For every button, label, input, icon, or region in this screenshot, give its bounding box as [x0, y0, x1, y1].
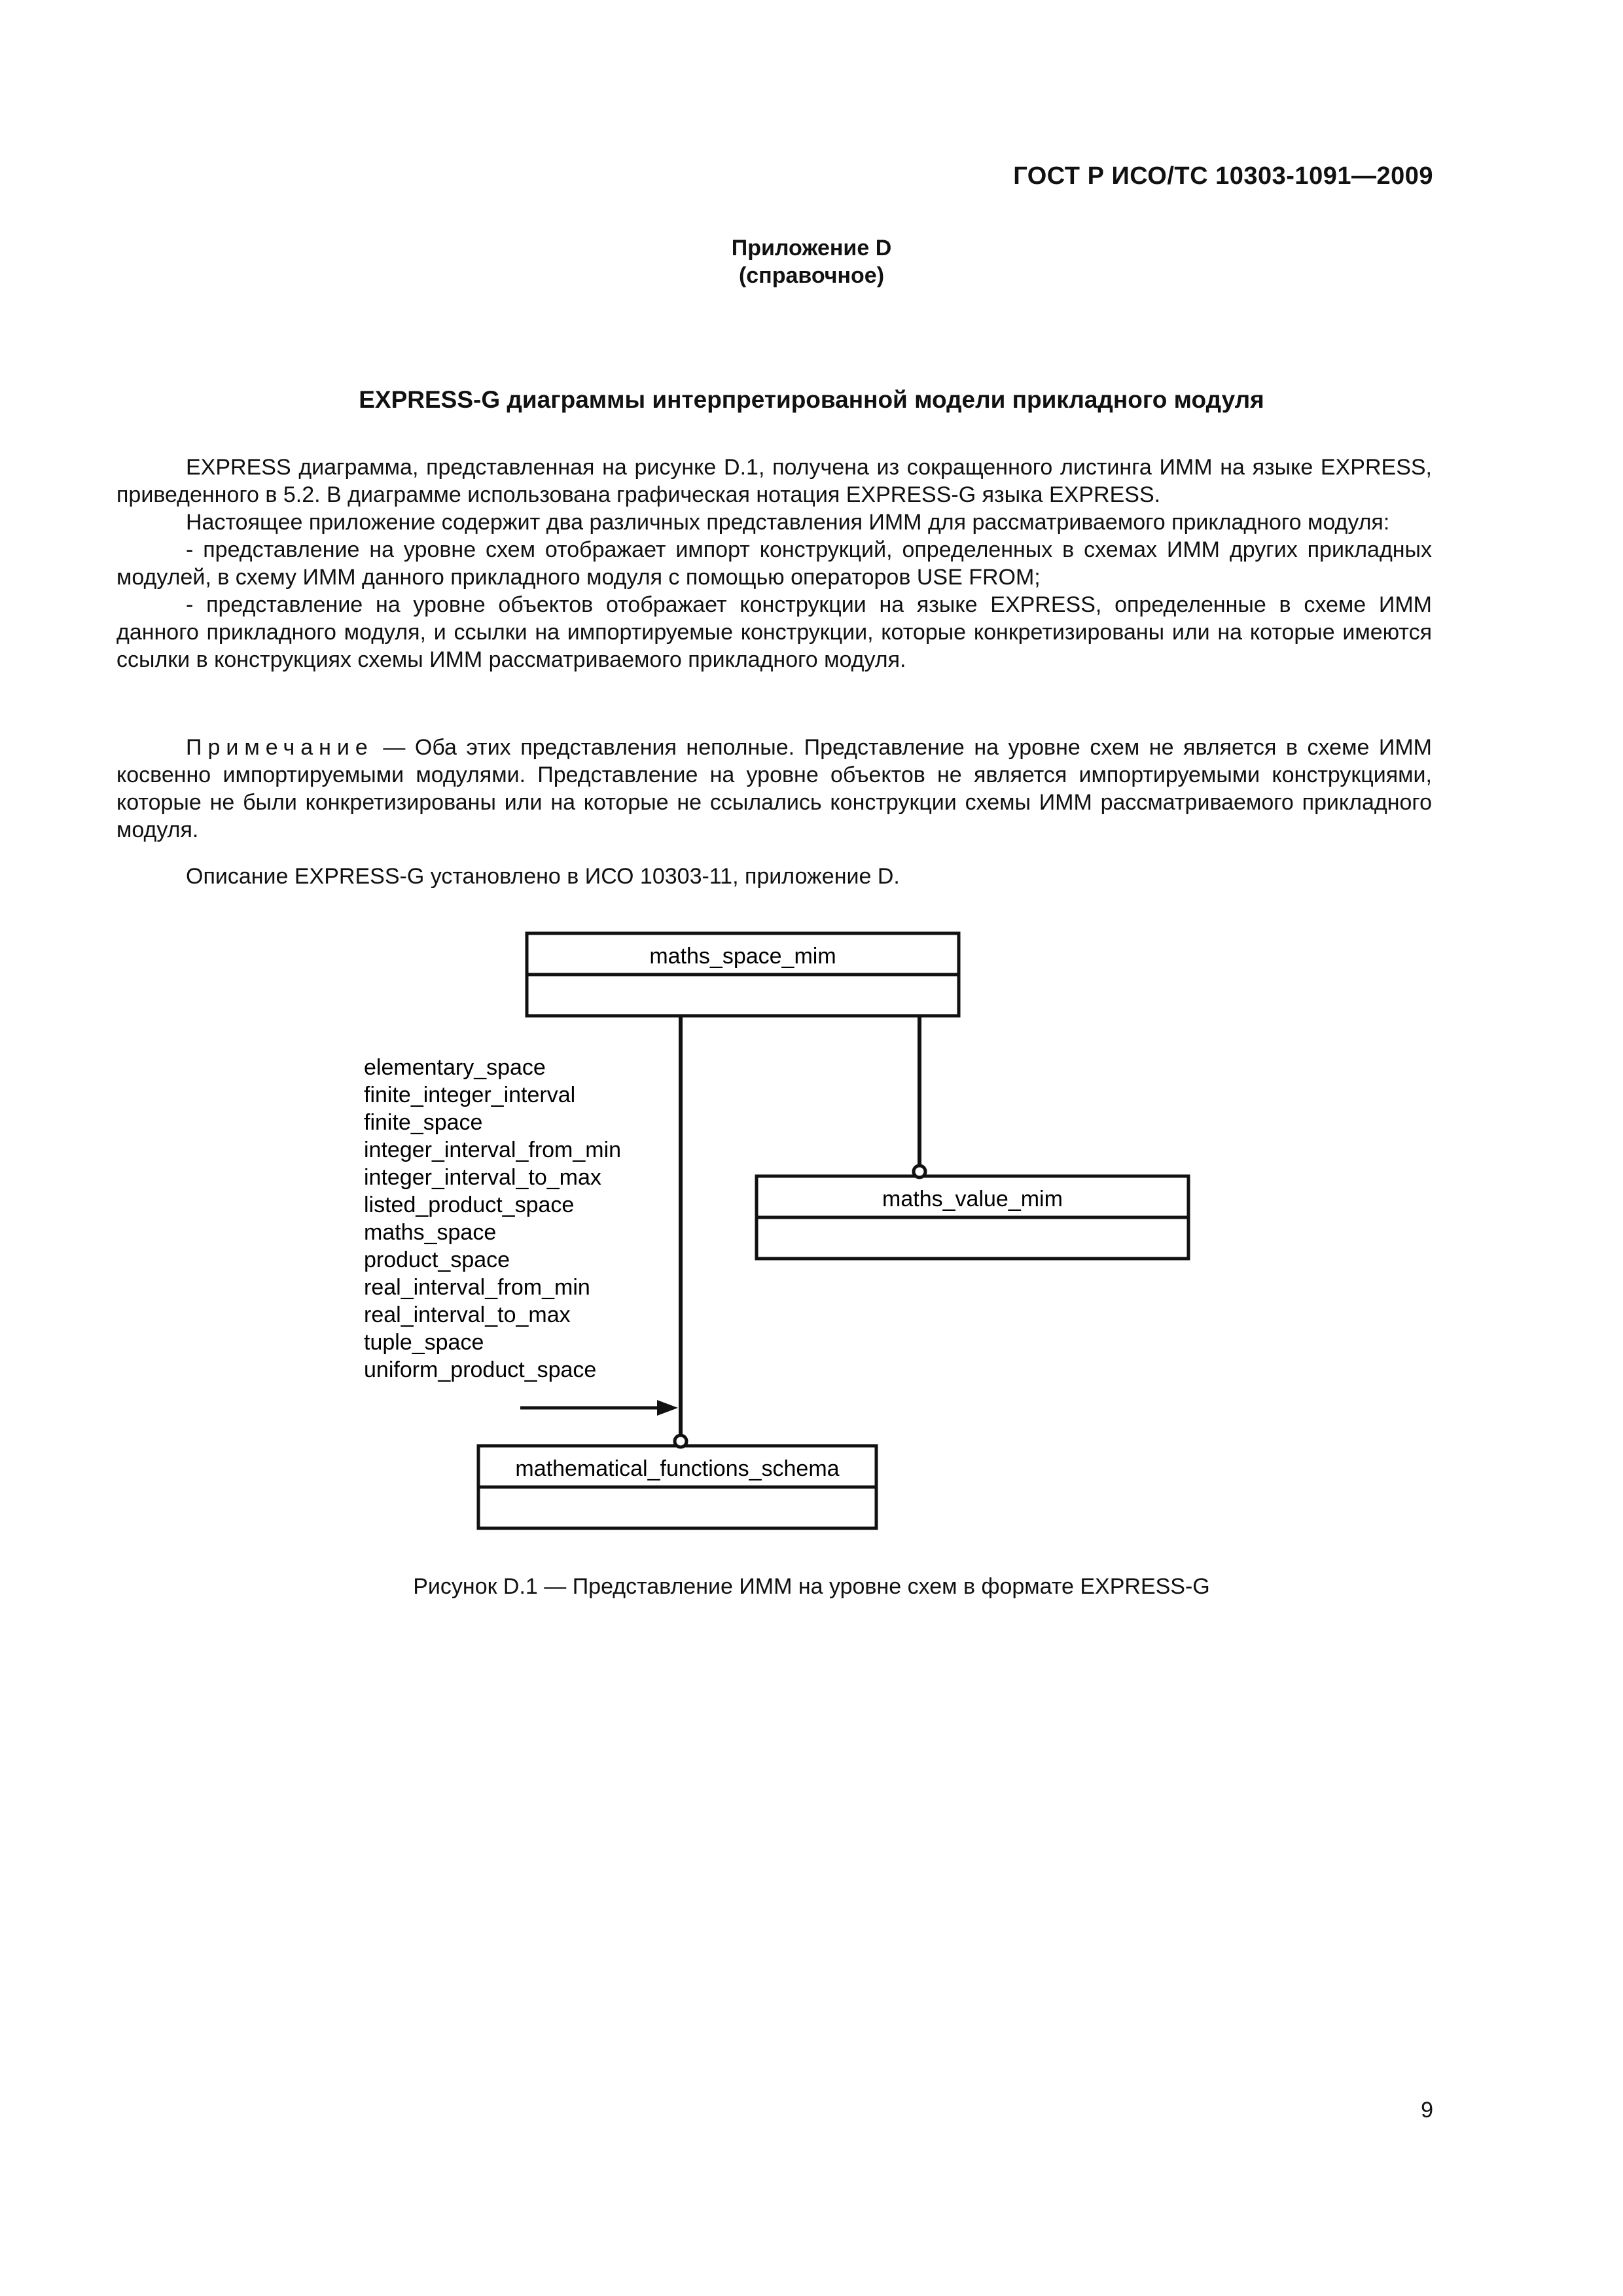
page-number: 9: [1421, 2098, 1433, 2123]
schema-box-right: [757, 1176, 1188, 1259]
schema-label-bottom: mathematical_functions_schema: [515, 1456, 840, 1481]
imported-item: integer_interval_from_min: [364, 1138, 622, 1162]
imported-item: real_interval_from_min: [364, 1275, 590, 1300]
imported-item: maths_space: [364, 1220, 497, 1245]
imported-item: finite_integer_interval: [364, 1083, 576, 1107]
paragraph: Настоящее приложение содержит два различных представления ИММ для рассматриваемого прикладного модуля:: [186, 510, 1390, 535]
section-title: EXPRESS-G диаграммы интерпретированной модели прикладного модуля: [359, 386, 1264, 413]
imported-item: tuple_space: [364, 1330, 484, 1355]
schema-box-top: [527, 933, 959, 1016]
connector-top-right: [914, 1016, 925, 1177]
appendix-subtitle: (справочное): [738, 263, 885, 288]
schema-label-right: maths_value_mim: [882, 1187, 1063, 1211]
reference-text: Описание EXPRESS-G установлено в ИСО 10303-11, приложение D.: [186, 864, 900, 889]
paragraph: - представление на уровне схем отображает импорт конструкций, определенных в схемах ИММ других прикладных модулей, в схему ИММ данного прикладного модуля с помощью операторов USE FROM;: [116, 537, 1432, 590]
imported-item: listed_product_space: [364, 1193, 575, 1217]
document-code: ГОСТ Р ИСО/ТС 10303-1091—2009: [1013, 162, 1433, 190]
paragraph: - представление на уровне объектов отображает конструкции на языке EXPRESS, определенные в схеме ИММ данного прикладного модуля, и ссылки на импортируемые конструкции, которые конкретизированы или на которые имеются ссылки в конструкциях схемы ИММ рассматриваемого прикладного модуля.: [116, 592, 1432, 672]
schema-label-top: maths_space_mim: [649, 944, 836, 969]
appendix-title: Приложение D: [731, 236, 892, 260]
note-label: Примечание: [186, 735, 374, 760]
paragraph: EXPRESS диаграмма, представленная на рисунке D.1, получена из сокращенного листинга ИММ на языке EXPRESS, приведенного в 5.2. В диаграмме использована графическая нотация EXPRESS-G языка EXPRESS.: [116, 455, 1432, 507]
imported-item: product_space: [364, 1247, 510, 1272]
imported-item: elementary_space: [364, 1055, 546, 1080]
note-text: — Оба этих представления неполные. Представление на уровне схем не является в схеме ИММ косвенно импортируемыми модулями. Представление на уровне объектов не является импортируемыми конструкциями, которые не были конкретизированы или на которые не ссылались конструкции схемы ИММ рассматриваемого прикладного модуля.: [116, 735, 1432, 842]
imported-items-list: [364, 1055, 621, 1382]
connector-top-bottom: [675, 1016, 687, 1447]
imported-item: uniform_product_space: [364, 1357, 597, 1382]
imported-item: integer_interval_to_max: [364, 1165, 601, 1190]
figure-caption: Рисунок D.1 — Представление ИММ на уровне схем в формате EXPRESS-G: [413, 1574, 1210, 1599]
import-arrow: [520, 1400, 678, 1416]
imported-item: real_interval_to_max: [364, 1302, 571, 1327]
imported-item: finite_space: [364, 1110, 483, 1135]
schema-box-bottom: [478, 1446, 876, 1528]
